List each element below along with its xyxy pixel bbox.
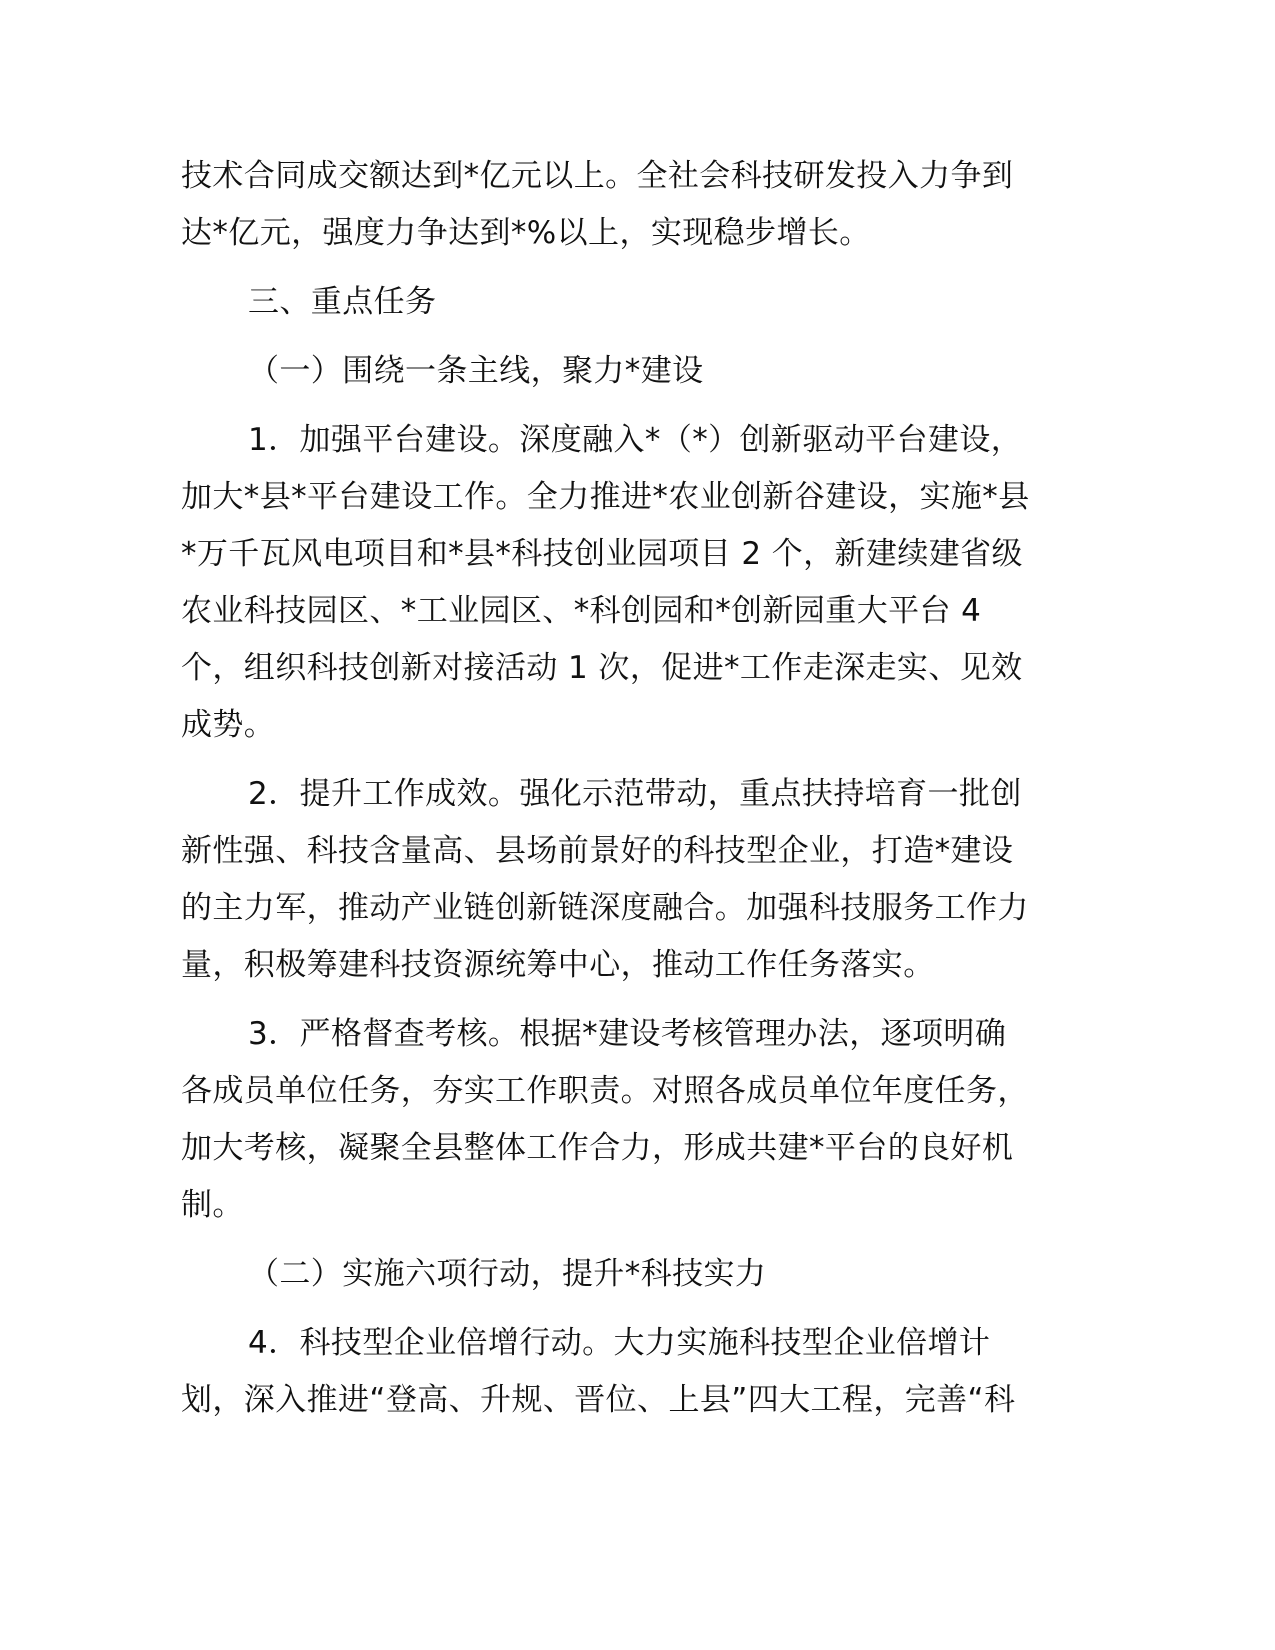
paragraph-line: 3．严格督查考核。根据*建设考核管理办法，逐项明确 — [248, 1016, 1007, 1052]
paragraph-line: 农业科技园区、*工业园区、*科创园和*创新园重大平台 4 — [181, 593, 982, 629]
paragraph-line: 达*亿元，强度力争达到*%以上，实现稳步增长。 — [181, 215, 871, 251]
paragraph-line: 加大考核，凝聚全县整体工作合力，形成共建*平台的良好机 — [181, 1130, 1014, 1166]
paragraph-line: 划，深入推进“登高、升规、晋位、上县”四大工程，完善“科 — [181, 1382, 1016, 1418]
paragraph-line: 2．提升工作成效。强化示范带动，重点扶持培育一批创 — [248, 776, 1022, 812]
paragraph-line: 的主力军，推动产业链创新链深度融合。加强科技服务工作力 — [181, 890, 1029, 926]
section-heading: 三、重点任务 — [248, 284, 437, 320]
subsection-heading: （二）实施六项行动，提升*科技实力 — [248, 1256, 767, 1292]
paragraph-line: 1．加强平台建设。深度融入*（*）创新驱动平台建设， — [248, 422, 1023, 458]
paragraph-line: 量，积极筹建科技资源统筹中心，推动工作任务落实。 — [181, 947, 935, 983]
paragraph-line: 制。 — [181, 1187, 244, 1223]
document-page — [181, 148, 1086, 1429]
paragraph-line: 新性强、科技含量高、县场前景好的科技型企业，打造*建设 — [181, 833, 1014, 869]
paragraph-line: 4．科技型企业倍增行动。大力实施科技型企业倍增计 — [248, 1325, 991, 1361]
paragraph-line: 个，组织科技创新对接活动 1 次，促进*工作走深走实、见效 — [181, 650, 1023, 686]
paragraph-line: 各成员单位任务，夯实工作职责。对照各成员单位年度任务， — [181, 1073, 1029, 1109]
paragraph-line: 技术合同成交额达到*亿元以上。全社会科技研发投入力争到 — [181, 158, 1014, 194]
paragraph-line: 加大*县*平台建设工作。全力推进*农业创新谷建设，实施*县 — [181, 479, 1030, 515]
subsection-heading: （一）围绕一条主线，聚力*建设 — [248, 353, 704, 389]
paragraph-line: 成势。 — [181, 707, 276, 743]
paragraph-line: *万千瓦风电项目和*县*科技创业园项目 2 个，新建续建省级 — [181, 536, 1023, 572]
